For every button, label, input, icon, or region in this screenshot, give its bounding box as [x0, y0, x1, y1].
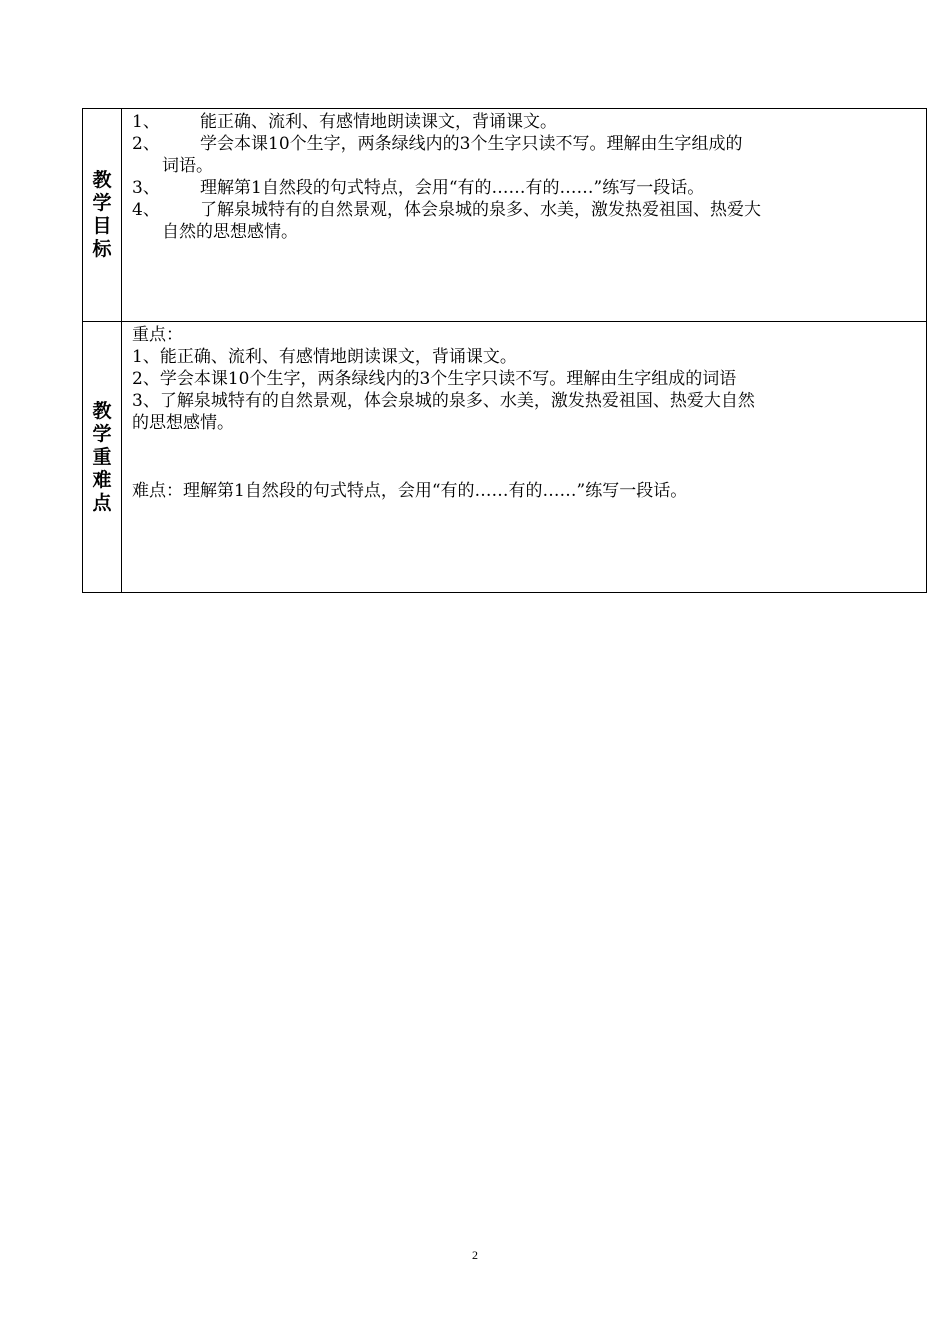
teaching-goals-label: 教学目标	[92, 169, 112, 260]
goal-continuation: 词语。	[162, 156, 213, 176]
lesson-plan-table	[82, 108, 927, 593]
teaching-focus-label: 教学重难点	[92, 399, 112, 514]
goal-number: 4、	[132, 200, 160, 220]
key-points-heading: 重点：	[132, 325, 183, 345]
goal-item-4	[132, 199, 918, 221]
key-point-line: 3、了解泉城特有的自然景观，体会泉城的泉多、水美，激发热爱祖国、热爱大自然	[132, 391, 755, 411]
key-point-line: 1、能正确、流利、有感情地朗读课文，背诵课文。	[132, 347, 517, 367]
goal-number: 1、	[132, 112, 160, 132]
goal-item-1	[132, 111, 918, 133]
difficulty-line: 难点：理解第1自然段的句式特点，会用“有的……有的……”练写一段话。	[132, 481, 688, 501]
goal-item-3	[132, 177, 918, 199]
teaching-focus-content	[122, 322, 927, 593]
teaching-goals-label-cell	[83, 109, 122, 322]
page-number: 2	[472, 1248, 478, 1262]
goal-item-2	[132, 133, 918, 155]
goal-continuation: 自然的思想感情。	[162, 222, 298, 242]
teaching-focus-label-cell	[83, 322, 122, 593]
spacer	[132, 434, 918, 480]
teaching-goals-content	[122, 109, 927, 322]
goal-text: 能正确、流利、有感情地朗读课文，背诵课文。	[200, 112, 557, 132]
key-point-line: 的思想感情。	[132, 413, 234, 433]
goal-text: 学会本课10个生字，两条绿线内的3个生字只读不写。理解由生字组成的	[200, 134, 743, 154]
goal-text: 理解第1自然段的句式特点，会用“有的……有的……”练写一段话。	[200, 178, 705, 198]
goal-number: 3、	[132, 178, 160, 198]
teaching-goals-row	[83, 109, 927, 322]
goal-text: 了解泉城特有的自然景观，体会泉城的泉多、水美，激发热爱祖国、热爱大	[200, 200, 761, 220]
teaching-focus-row	[83, 322, 927, 593]
goal-number: 2、	[132, 134, 160, 154]
key-point-line: 2、学会本课10个生字，两条绿线内的3个生字只读不写。理解由生字组成的词语	[132, 369, 737, 389]
